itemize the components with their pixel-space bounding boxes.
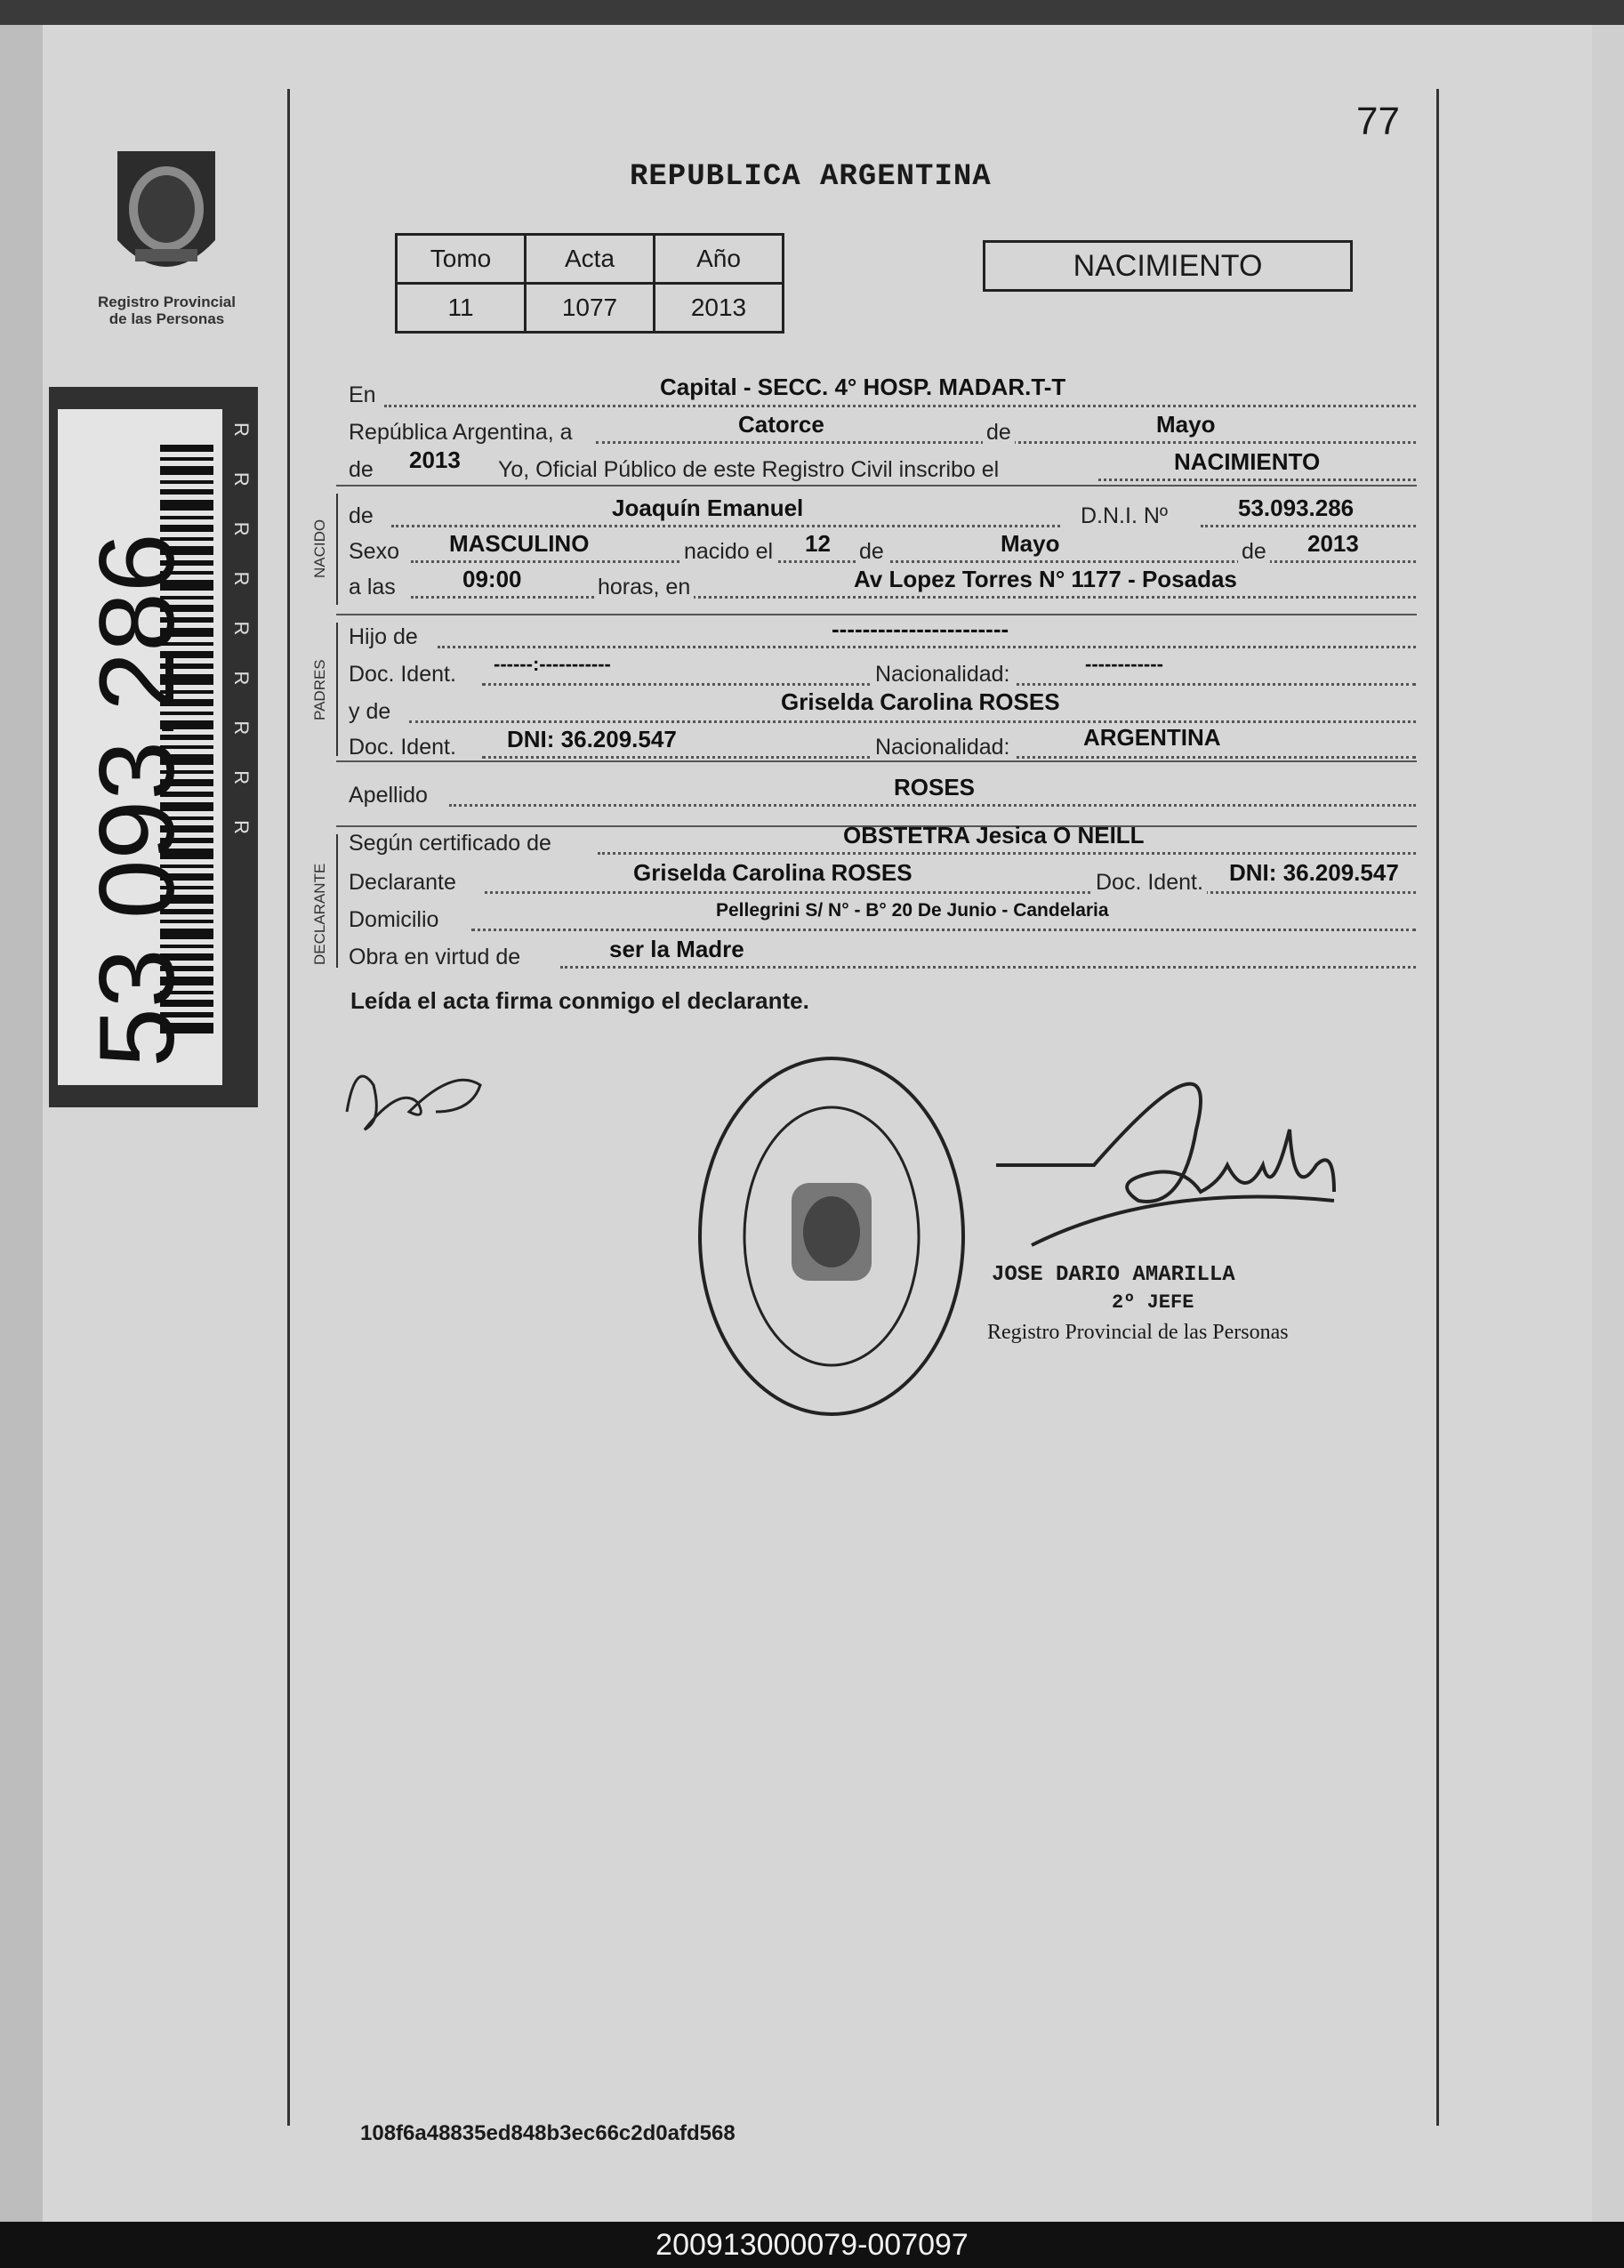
domicilio-value: Pellegrini S/ N° - B° 20 De Junio - Candelaria xyxy=(716,900,1109,921)
mother-doc-value: DNI: 36.209.547 xyxy=(507,726,677,752)
divider xyxy=(336,760,1417,762)
horas-en-label: horas, en xyxy=(594,575,694,600)
doc-ident-label-3: Doc. Ident. xyxy=(1092,870,1207,896)
coat-of-arms-icon xyxy=(100,142,233,294)
book-spine xyxy=(0,25,43,2222)
domicilio-label: Domicilio xyxy=(349,907,439,932)
father-nationality-value: ------------ xyxy=(1085,653,1163,675)
nacido-el-label: nacido el xyxy=(680,539,776,565)
sexo-value: MASCULINO xyxy=(449,530,590,557)
de-label: de xyxy=(983,420,1015,446)
apellido-label: Apellido xyxy=(349,783,428,808)
declarante-doc-value: DNI: 36.209.547 xyxy=(1229,859,1399,886)
apellido-value: ROSES xyxy=(894,774,976,800)
republica-label: República Argentina, a xyxy=(349,420,573,445)
side-label-padres: PADRES xyxy=(311,659,328,720)
divider xyxy=(336,485,1417,487)
table-header: Acta xyxy=(526,235,655,284)
nacionalidad-label: Nacionalidad: xyxy=(872,662,1014,688)
bracket xyxy=(336,834,338,968)
yo-label: Yo, Oficial Público de este Registro Civil inscribo el xyxy=(498,457,1000,482)
doc-ident-label-2: Doc. Ident. xyxy=(349,735,456,760)
page-title: REPUBLICA ARGENTINA xyxy=(630,160,992,194)
obra-value: ser la Madre xyxy=(609,936,744,962)
barcode-number: 53.093.286 xyxy=(77,533,197,1067)
logo-org-text: Registro Provincial de las Personas xyxy=(98,294,236,327)
page-number: 77 xyxy=(1356,100,1400,143)
declarante-label: Declarante xyxy=(349,870,456,895)
dni-value: 53.093.286 xyxy=(1238,495,1355,521)
mother-nationality-value: ARGENTINA xyxy=(1083,724,1221,751)
declarante-value: Griselda Carolina ROSES xyxy=(633,859,912,886)
de-label-4: de xyxy=(1238,539,1270,565)
en-value: Capital - SECC. 4° HOSP. MADAR.T-T xyxy=(660,374,1066,400)
official-org: Registro Provincial de las Personas xyxy=(987,1321,1289,1344)
father-value: ----------------------- xyxy=(832,615,1009,642)
year-value: 2013 xyxy=(409,446,461,473)
barcode-sticker xyxy=(49,387,258,1107)
table-header: Año xyxy=(655,235,784,284)
side-label-nacido: NACIDO xyxy=(311,519,328,578)
segun-label: Según certificado de xyxy=(349,831,551,856)
de-label-3: de xyxy=(856,539,888,565)
official-role: 2º JEFE xyxy=(1112,1291,1194,1314)
en-label: En xyxy=(349,382,376,407)
birth-year-value: 2013 xyxy=(1307,530,1359,557)
left-margin-line xyxy=(287,89,290,2126)
tomo-acta-anio-table xyxy=(395,233,784,334)
official-signature-icon xyxy=(978,1076,1352,1281)
document-hash: 108f6a48835ed848b3ec66c2d0afd568 xyxy=(360,2121,736,2145)
barcode-letters: RRRRRRRRR xyxy=(230,422,253,870)
table-header: Tomo xyxy=(397,235,526,284)
table-cell: 2013 xyxy=(655,284,784,333)
act-type-box: NACIMIENTO xyxy=(983,240,1353,292)
birth-month-value: Mayo xyxy=(1001,530,1060,557)
official-seal-icon xyxy=(694,1050,978,1423)
right-margin-line xyxy=(1436,89,1439,2126)
inscribo-value: NACIMIENTO xyxy=(1174,448,1321,475)
child-name-value: Joaquín Emanuel xyxy=(612,495,804,521)
month-value: Mayo xyxy=(1156,411,1216,438)
mother-name-value: Griselda Carolina ROSES xyxy=(781,688,1060,715)
table-cell: 11 xyxy=(397,284,526,333)
official-name: JOSE DARIO AMARILLA xyxy=(992,1263,1235,1287)
nacido-de-label: de xyxy=(349,503,374,528)
birth-place-value: Av Lopez Torres N° 1177 - Posadas xyxy=(854,566,1237,592)
dni-label: D.N.I. Nº xyxy=(1081,503,1169,528)
bracket xyxy=(336,494,338,605)
father-doc-value: ------:----------- xyxy=(494,653,611,675)
y-de-label: y de xyxy=(349,699,391,724)
doc-ident-label: Doc. Ident. xyxy=(349,662,456,687)
nacionalidad-label-2: Nacionalidad: xyxy=(872,735,1014,760)
birth-day-value: 12 xyxy=(805,530,831,557)
page-edge xyxy=(1592,25,1624,2222)
a-las-label: a las xyxy=(349,575,396,599)
hora-value: 09:00 xyxy=(462,566,522,592)
de-label-2: de xyxy=(349,457,374,482)
table-cell: 1077 xyxy=(526,284,655,333)
hijo-de-label: Hijo de xyxy=(349,624,418,649)
side-label-declarante: DECLARANTE xyxy=(311,863,328,965)
sexo-label: Sexo xyxy=(349,539,399,564)
footer-id: 200913000079-007097 xyxy=(0,2222,1624,2268)
obra-label: Obra en virtud de xyxy=(349,945,521,969)
bracket xyxy=(336,623,338,756)
certificado-value: OBSTETRA Jesica O NEILL xyxy=(843,822,1145,848)
closing-statement: Leída el acta firma conmigo el declarante. xyxy=(350,987,809,1014)
declarant-signature-icon xyxy=(329,1050,498,1147)
day-value: Catorce xyxy=(738,411,824,438)
